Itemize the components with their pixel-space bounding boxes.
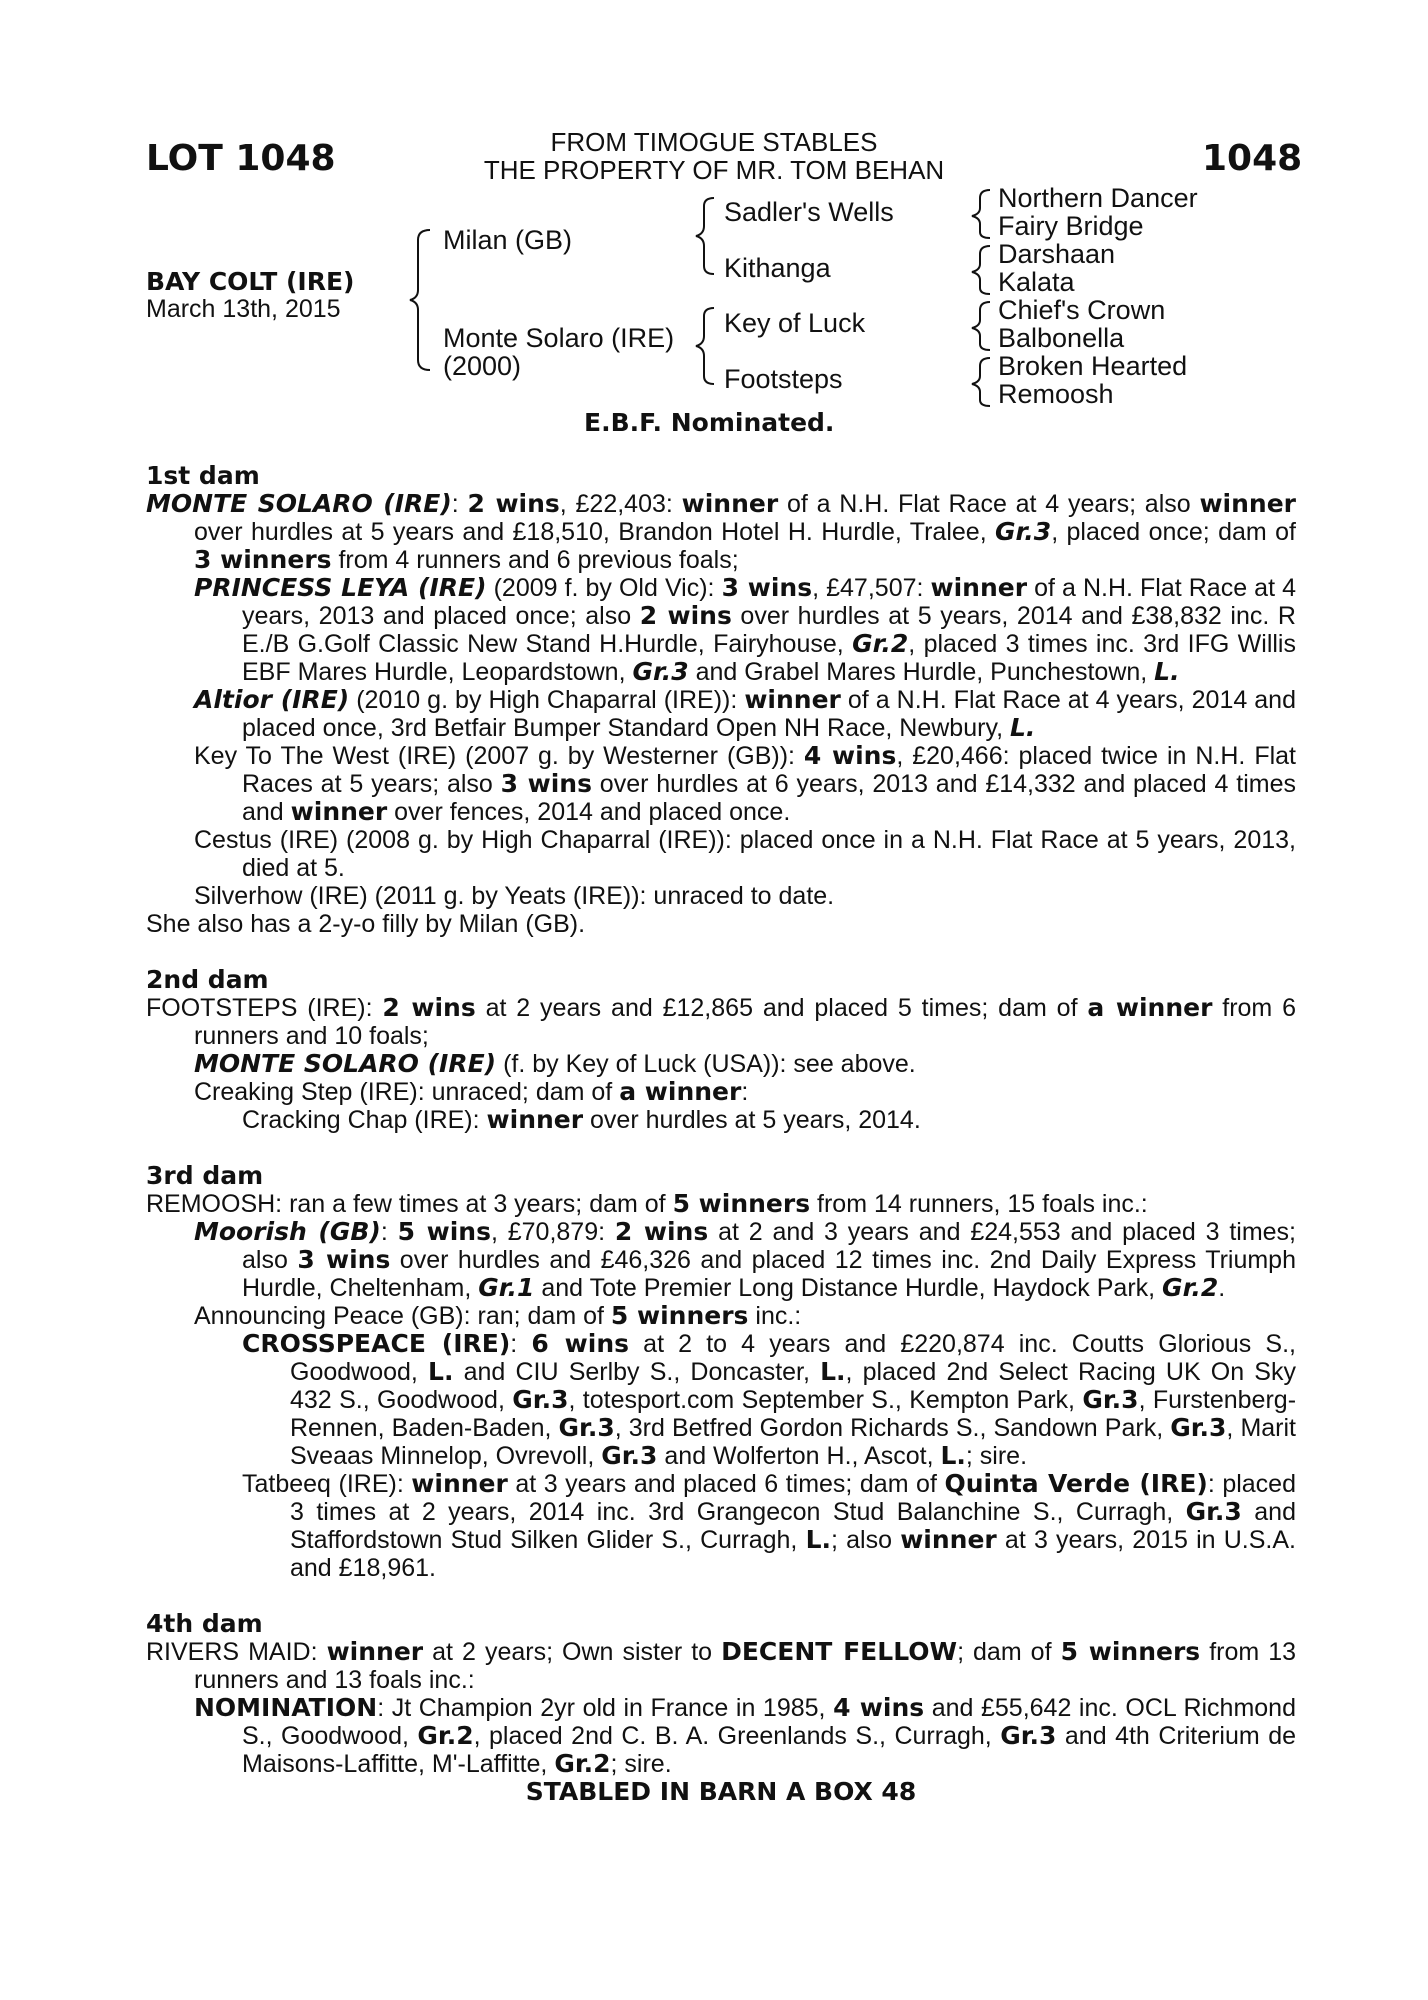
dam-name: Monte Solaro (IRE) <box>443 323 675 353</box>
lot-number: 1048 <box>1202 138 1303 179</box>
sire-name: Milan (GB) <box>443 225 573 255</box>
sire-sire: Sadler's Wells <box>724 197 894 227</box>
second-dam-entry: FOOTSTEPS (IRE): 2 wins at 2 years and £12,865 and placed 5 times; dam of a winner from 6 runners and 10 foals; MONTE SOLARO (IRE) (f. by Key of Luck (USA)): see above. Creaking Step (IRE): unraced; dam of a winner: Cracking Chap (IRE): winner over hurdles at 5 years, 2014. <box>146 993 1297 1134</box>
section-4th-dam: 4th dam <box>146 1609 263 1638</box>
g3-8: Remoosh <box>998 379 1114 409</box>
dam-sire: Key of Luck <box>724 308 866 338</box>
stabling-note: STABLED IN BARN A BOX 48 <box>525 1777 917 1806</box>
g3-3: Darshaan <box>998 239 1116 269</box>
sire-dam: Kithanga <box>724 253 831 283</box>
third-dam-entry: REMOOSH: ran a few times at 3 years; dam of 5 winners from 14 runners, 15 foals inc.: Moorish (GB): 5 wins, £70,879: 2 wins at 2 and 3 years and £24,553 and placed 3 times; also 3 wins over hurdles and £46,326 and placed 12 times inc. 2nd Daily Express Triumph Hurdle, Cheltenham, Gr.1 and Tote Premier Long Distance Hurdle, Haydock Park, Gr.2. Announcing Peace (GB): ran; dam of 5 winners inc.: CROSSPEACE (IRE): 6 wins at 2 to 4 years and £220,874 inc. Coutts Glorious S., Goodwood, L. and CIU Serlby S., Doncaster, L., placed 2nd Select Racing UK On Sky 432 S., Goodwood, Gr.3, totesport.com September S., Kempton Park, Gr.3, Furstenberg-Rennen, Baden-Baden, Gr.3, 3rd Betfred Gordon Richards S., Sandown Park, Gr.3, Marit Sveaas Minnelop, Ovrevoll, Gr.3 and Wolferton H., Ascot, L.; sire. Tatbeeq (IRE): winner at 3 years and placed 6 times; dam of Quinta Verde (IRE): placed 3 times at 2 years, 2014 inc. 3rd Grangecon Stud Balanchine S., Curragh, Gr.3 and Staffordstown Stud Silken Glider S., Curragh, L.; also winner at 3 years, 2015 in U.S.A. and £18,961. <box>146 1189 1297 1582</box>
g3-1: Northern Dancer <box>998 183 1198 213</box>
foaled-date: March 13th, 2015 <box>146 295 341 323</box>
first-dam-entry: MONTE SOLARO (IRE): 2 wins, £22,403: winner of a N.H. Flat Race at 4 years; also winner over hurdles at 5 years and £18,510, Brandon Hotel H. Hurdle, Tralee, Gr.3, placed once; dam of 3 winners from 4 runners and 6 previous foals; PRINCESS LEYA (IRE) (2009 f. by Old Vic): 3 wins, £47,507: winner of a N.H. Flat Race at 4 years, 2013 and placed once; also 2 wins over hurdles at 5 years, 2014 and £38,832 inc. R E./B G.Golf Classic New Stand H.Hurdle, Fairyhouse, Gr.2, placed 3 times inc. 3rd IFG Willis EBF Mares Hurdle, Leopardstown, Gr.3 and Grabel Mares Hurdle, Punchestown, L. Altior (IRE) (2010 g. by High Chaparral (IRE)): winner of a N.H. Flat Race at 4 years, 2014 and placed once, 3rd Betfair Bumper Standard Open NH Race, Newbury, L. Key To The West (IRE) (2007 g. by Westerner (GB)): 4 wins, £20,466: placed twice in N.H. Flat Races at 5 years; also 3 wins over hurdles at 6 years, 2013 and £14,332 and placed 4 times and winner over fences, 2014 and placed once. Cestus (IRE) (2008 g. by High Chaparral (IRE)): placed once in a N.H. Flat Race at 5 years, 2013, died at 5. Silverhow (IRE) (2011 g. by Yeats (IRE)): unraced to date. She also has a 2-y-o filly by Milan (GB). <box>146 489 1296 938</box>
consignor-line-1: FROM TIMOGUE STABLES <box>550 127 878 157</box>
g3-6: Balbonella <box>998 323 1125 353</box>
horse-description: BAY COLT (IRE) <box>146 267 355 296</box>
dam-year: (2000) <box>443 351 522 381</box>
section-3rd-dam: 3rd dam <box>146 1161 264 1190</box>
g3-4: Kalata <box>998 267 1075 297</box>
ebf-nomination: E.B.F. Nominated. <box>584 408 835 437</box>
catalogue-body <box>146 462 1296 1806</box>
lot-label: LOT 1048 <box>146 138 336 179</box>
dam-dam: Footsteps <box>724 364 843 394</box>
g3-7: Broken Hearted <box>998 351 1188 381</box>
g3-5: Chief's Crown <box>998 295 1166 325</box>
section-2nd-dam: 2nd dam <box>146 965 269 994</box>
consignor-line-2: THE PROPERTY OF MR. TOM BEHAN <box>483 155 945 185</box>
pedigree-brackets <box>0 0 1428 420</box>
g3-2: Fairy Bridge <box>998 211 1144 241</box>
section-1st-dam: 1st dam <box>146 461 260 490</box>
fourth-dam-entry: RIVERS MAID: winner at 2 years; Own sister to DECENT FELLOW; dam of 5 winners from 13 runners and 13 foals inc.: NOMINATION: Jt Champion 2yr old in France in 1985, 4 wins and £55,642 inc. OCL Richmond S., Goodwood, Gr.2, placed 2nd C. B. A. Greenlands S., Curragh, Gr.3 and 4th Criterium de Maisons-Laffitte, M'-Laffitte, Gr.2; sire. <box>146 1637 1297 1778</box>
